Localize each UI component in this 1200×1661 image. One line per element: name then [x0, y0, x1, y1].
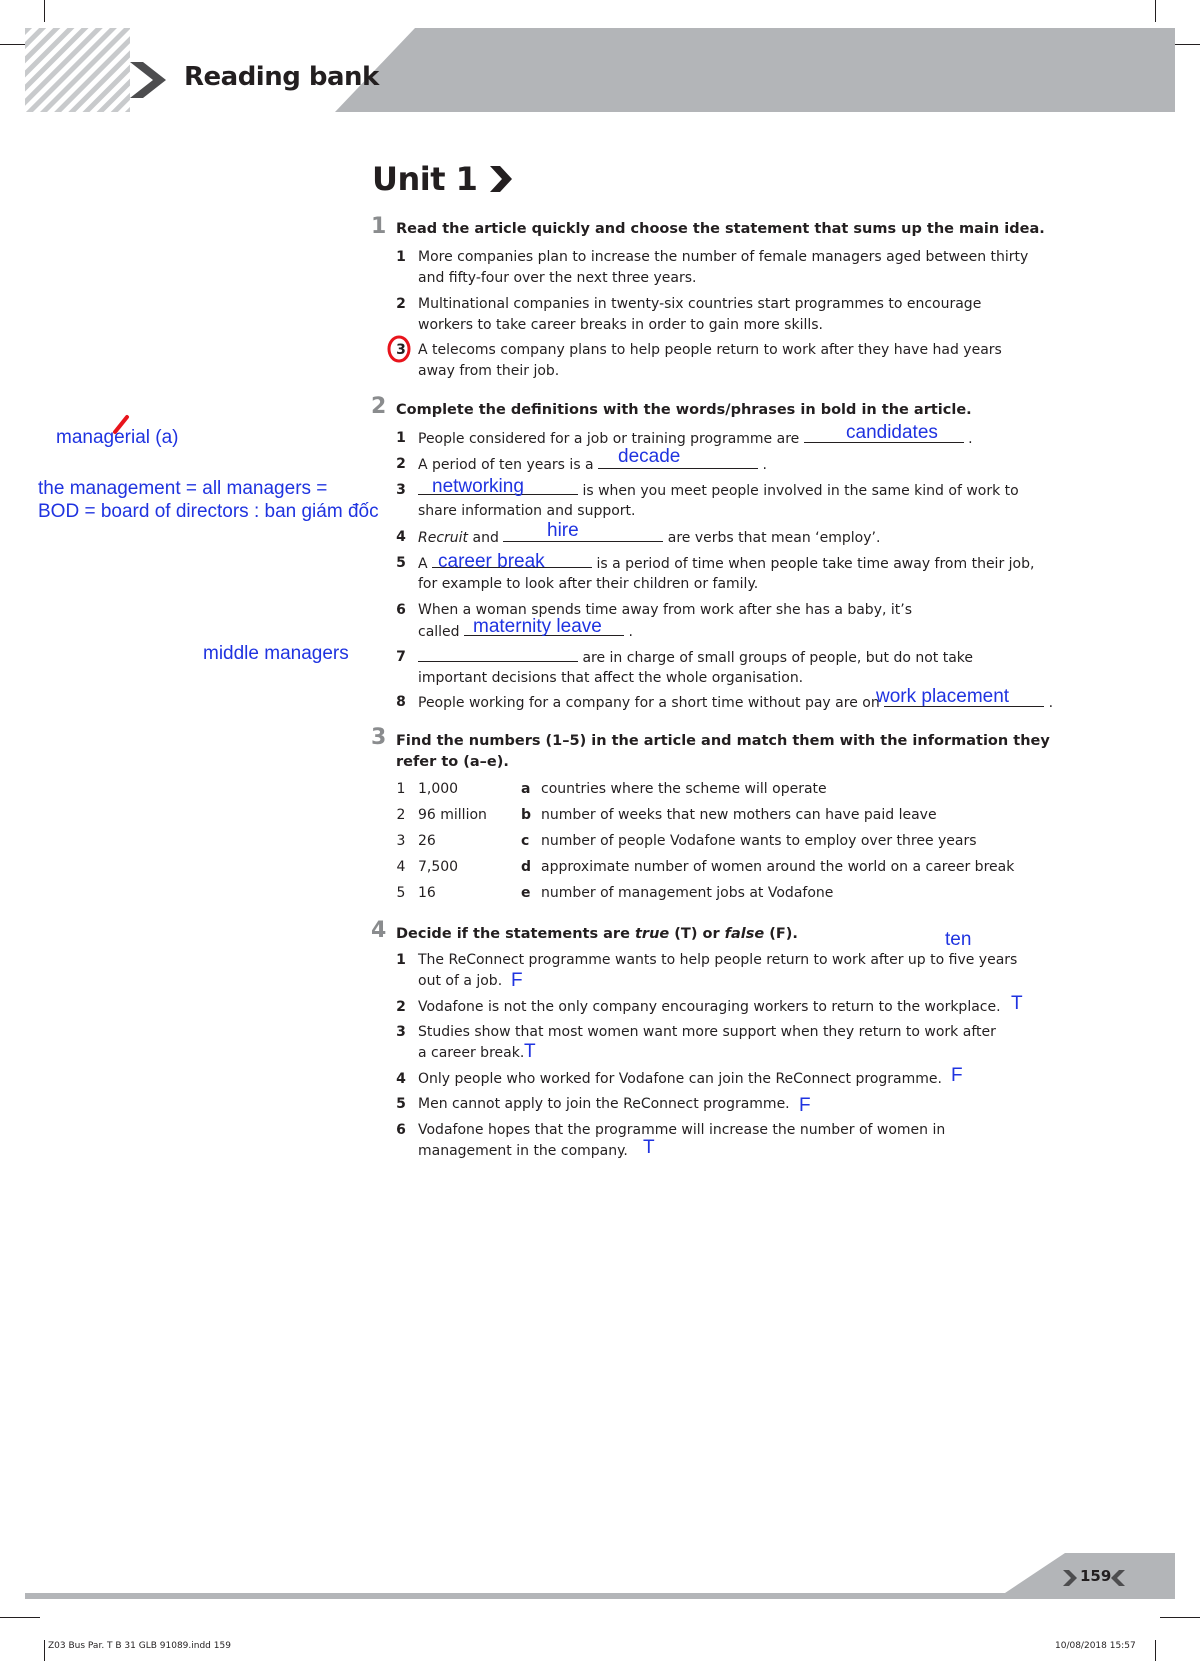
item-number: 1 [396, 249, 406, 265]
chevron-left-icon [1110, 1568, 1126, 1588]
footer-date: 10/08/2018 15:57 [1055, 1641, 1136, 1651]
header-title: Reading bank [184, 62, 379, 92]
answer-blank[interactable] [418, 647, 578, 662]
handwritten-tf: F [799, 1095, 811, 1116]
item-number: 6 [396, 1122, 406, 1138]
section-number: 2 [371, 394, 387, 419]
match-info: countries where the scheme will operate [541, 781, 827, 797]
handwritten-answer: hire [547, 520, 579, 541]
item-number: 1 [396, 430, 406, 446]
item-number: 2 [396, 456, 406, 472]
match-value: 7,500 [418, 859, 459, 875]
item-text: More companies plan to increase the number of female managers aged between thirty [418, 249, 1029, 265]
match-number: 2 [396, 807, 406, 823]
item-text-after: . [762, 457, 767, 473]
handwritten-note-ten: ten [945, 929, 972, 950]
match-letter: e [521, 885, 531, 901]
match-info: number of weeks that new mothers can have paid leave [541, 807, 937, 823]
item-number: 2 [396, 296, 406, 312]
unit-title: Unit 1 [372, 160, 478, 198]
crop-mark [44, 1640, 45, 1661]
handwritten-tf: T [643, 1137, 655, 1158]
chevron-right-icon [488, 164, 514, 194]
instruction-true: true [634, 926, 670, 942]
match-number: 1 [396, 781, 406, 797]
handwritten-tf: T [524, 1041, 536, 1062]
item-text-after: is a period of time when people take time away from their job, [596, 556, 1035, 572]
item-text [418, 454, 767, 475]
item-text-before: People working for a company for a short time without pay are on [418, 695, 880, 711]
instruction-false: false [724, 926, 765, 942]
match-value: 1,000 [418, 781, 459, 797]
item-text: Vodafone hopes that the programme will increase the number of women in [418, 1122, 946, 1138]
item-number: 3 [396, 1024, 406, 1040]
section-number: 1 [371, 214, 387, 239]
item-text: When a woman spends time away from work after she has a baby, it’s [418, 602, 913, 618]
crop-mark [0, 1617, 40, 1618]
item-text-italic: Recruit [418, 530, 469, 546]
match-number: 5 [396, 885, 406, 901]
section-instruction: Find the numbers (1–5) in the article and match them with the information they [396, 733, 1050, 749]
item-text: and fifty-four over the next three years. [418, 270, 697, 286]
section-instruction: Read the article quickly and choose the statement that sums up the main idea. [396, 221, 1045, 237]
match-info: number of management jobs at Vodafone [541, 885, 834, 901]
item-number: 8 [396, 694, 406, 710]
item-text-before: People considered for a job or training programme are [418, 431, 800, 447]
handwritten-answer: candidates [846, 422, 938, 443]
match-letter: c [521, 833, 530, 849]
match-value: 26 [418, 833, 436, 849]
crop-mark [1160, 1617, 1200, 1618]
handwritten-tf: F [511, 970, 523, 991]
footer-band [25, 1553, 1175, 1599]
match-info: number of people Vodafone wants to employ over three years [541, 833, 977, 849]
match-number: 3 [396, 833, 406, 849]
instruction-part: (T) or [674, 926, 720, 942]
item-number: 5 [396, 555, 406, 571]
item-text [418, 527, 880, 548]
match-letter: a [521, 781, 531, 797]
section-number: 4 [371, 918, 387, 943]
item-text-before: A [418, 556, 428, 572]
crop-mark [1155, 1640, 1156, 1661]
item-text: Studies show that most women want more support when they return to work after [418, 1024, 996, 1040]
item-text: away from their job. [418, 363, 560, 379]
item-text-after: are verbs that mean ‘employ’. [667, 530, 881, 546]
section-instruction [396, 924, 798, 944]
match-letter: d [521, 859, 532, 875]
item-text: out of a job. [418, 973, 503, 989]
item-text-after: . [968, 431, 973, 447]
item-text: a career break. [418, 1045, 525, 1061]
item-text-after: are in charge of small groups of people, but do not take [582, 650, 974, 666]
match-value: 96 million [418, 807, 487, 823]
item-text: Men cannot apply to join the ReConnect programme. [418, 1096, 790, 1112]
match-value: 16 [418, 885, 436, 901]
handwritten-tf: F [951, 1065, 963, 1086]
footer-file-info: Z03 Bus Par. T B 31 GLB 91089.indd 159 [48, 1641, 231, 1651]
item-number: 3 [396, 342, 406, 358]
handwritten-tf: T [1011, 993, 1023, 1014]
item-number: 7 [396, 649, 406, 665]
item-text-after: . [628, 624, 633, 640]
crop-mark [44, 0, 45, 22]
item-text: A telecoms company plans to help people return to work after they have had years [418, 342, 1002, 358]
item-text: for example to look after their children or family. [418, 576, 759, 592]
handwritten-note-managerial: managerial (a) [56, 427, 179, 448]
page-number: 159 [1080, 1567, 1112, 1585]
section-number: 3 [371, 725, 387, 750]
handwritten-note-middle-managers: middle managers [203, 643, 349, 664]
item-text [418, 647, 973, 668]
item-text-after: is when you meet people involved in the same kind of work to [582, 483, 1019, 499]
answer-blank[interactable] [503, 527, 663, 542]
handwritten-note-bod: BOD = board of directors : ban giám đốc [38, 501, 379, 522]
crop-mark [1155, 0, 1156, 22]
item-number: 1 [396, 952, 406, 968]
item-text: management in the company. [418, 1143, 628, 1159]
handwritten-answer: maternity leave [473, 616, 602, 637]
match-letter: b [521, 807, 532, 823]
item-number: 6 [396, 602, 406, 618]
section-instruction: refer to (a–e). [396, 754, 509, 770]
item-number: 4 [396, 1071, 406, 1087]
item-text-before: and [472, 530, 499, 546]
chevron-right-icon [1062, 1568, 1078, 1588]
match-info: approximate number of women around the world on a career break [541, 859, 1015, 875]
item-text-before: called [418, 624, 460, 640]
item-text: workers to take career breaks in order to gain more skills. [418, 317, 823, 333]
handwritten-answer: work placement [876, 686, 1010, 707]
item-number: 3 [396, 482, 406, 498]
item-text: Multinational companies in twenty-six countries start programmes to encourage [418, 296, 982, 312]
section-instruction: Complete the definitions with the words/phrases in bold in the article. [396, 402, 972, 418]
handwritten-answer: career break [438, 551, 545, 572]
match-number: 4 [396, 859, 406, 875]
instruction-part: Decide if the statements are [396, 926, 630, 942]
handwritten-note-management: the management = all managers = [38, 478, 328, 499]
instruction-part: (F). [769, 926, 798, 942]
unit-heading [372, 158, 514, 198]
item-number: 5 [396, 1096, 406, 1112]
item-number: 2 [396, 999, 406, 1015]
item-text: Vodafone is not the only company encouraging workers to return to the workplace. [418, 999, 1001, 1015]
item-text: The ReConnect programme wants to help people return to work after up to five years [418, 952, 1018, 968]
handwritten-answer: decade [618, 446, 681, 467]
item-text-after: . [1048, 695, 1054, 711]
item-text: important decisions that affect the whole organisation. [418, 670, 804, 686]
handwritten-answer: networking [432, 476, 524, 497]
item-text: Only people who worked for Vodafone can join the ReConnect programme. [418, 1071, 942, 1087]
item-text-before: A period of ten years is a [418, 457, 594, 473]
item-text: share information and support. [418, 503, 636, 519]
item-number: 4 [396, 529, 406, 545]
